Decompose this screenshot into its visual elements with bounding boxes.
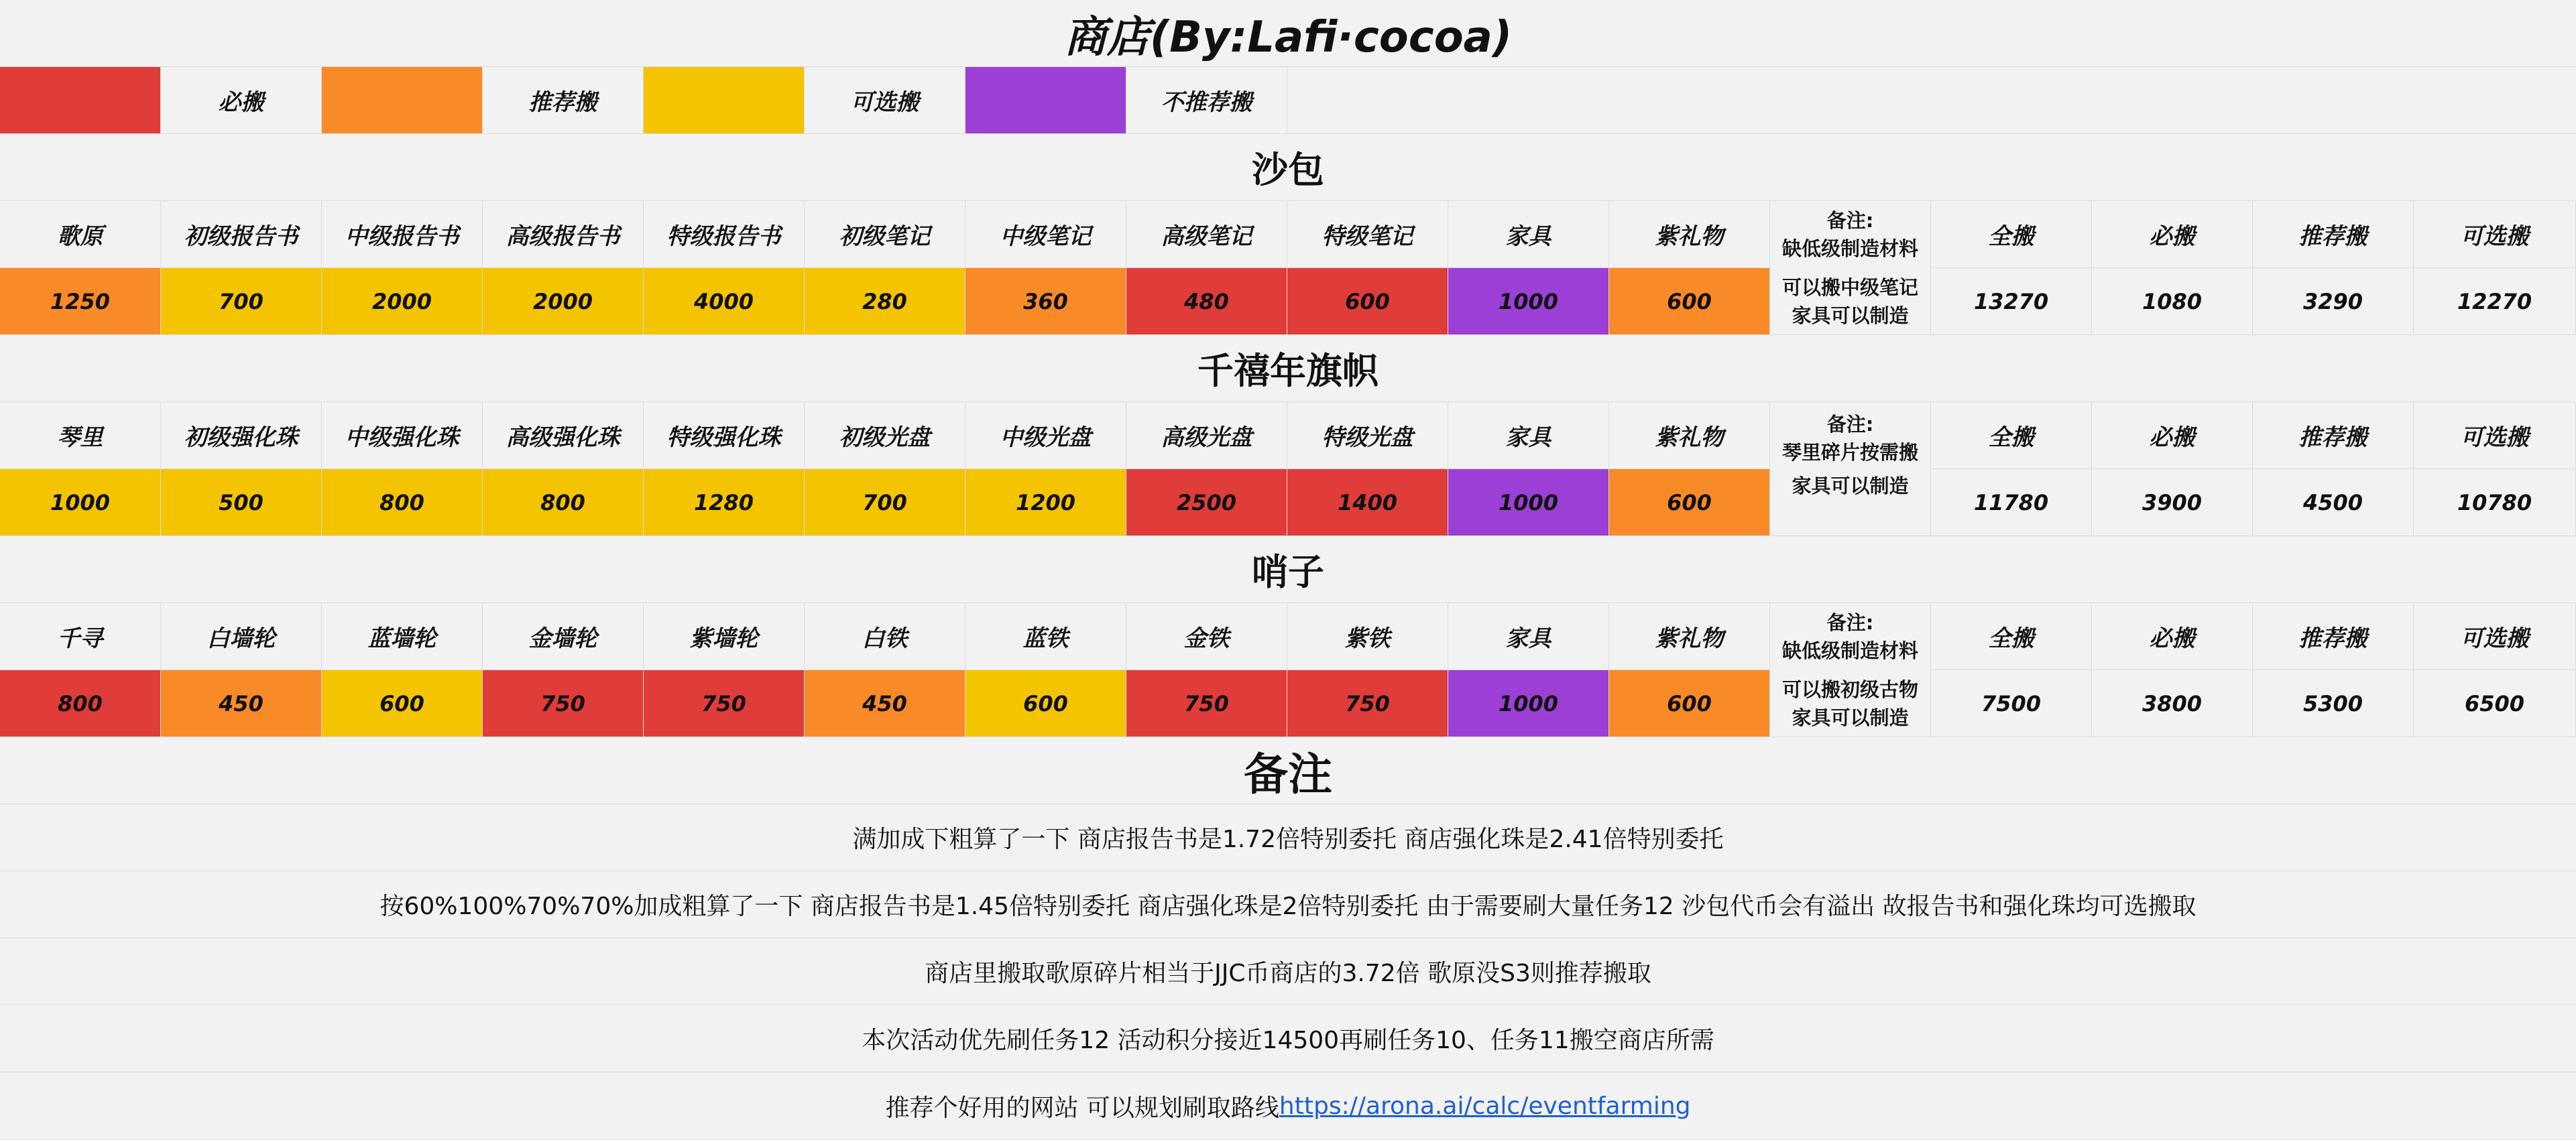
legend-swatch-recommended <box>322 67 483 134</box>
item-value: 700 <box>161 268 322 335</box>
total-value: 6500 <box>2414 670 2576 737</box>
totals-header: 全搬 <box>1931 402 2092 469</box>
item-value: 750 <box>644 670 805 737</box>
total-value: 13270 <box>1931 268 2092 335</box>
item-value: 280 <box>805 268 965 335</box>
item-value: 600 <box>1609 469 1770 536</box>
item-value: 800 <box>322 469 483 536</box>
item-value: 2500 <box>1126 469 1287 536</box>
item-header: 中级报告书 <box>322 201 483 268</box>
item-header: 琴里 <box>0 402 161 469</box>
value-row-whistle <box>0 670 2576 737</box>
totals-header: 必搬 <box>2092 402 2253 469</box>
item-value: 1400 <box>1287 469 1448 536</box>
item-value: 750 <box>1287 670 1448 737</box>
item-value: 480 <box>1126 268 1287 335</box>
item-value: 4000 <box>644 268 805 335</box>
item-header: 高级强化珠 <box>483 402 644 469</box>
remark-cell <box>1770 402 1931 469</box>
note-line: 本次活动优先刷任务12 活动积分接近14500再刷任务10、任务11搬空商店所需 <box>0 1005 2576 1072</box>
item-header: 金铁 <box>1126 603 1287 670</box>
item-header: 紫礼物 <box>1609 201 1770 268</box>
item-header: 蓝铁 <box>965 603 1126 670</box>
item-value: 450 <box>805 670 965 737</box>
total-value: 11780 <box>1931 469 2092 536</box>
item-header: 初级笔记 <box>805 201 965 268</box>
header-row-sandbag <box>0 201 2576 268</box>
total-value: 3290 <box>2253 268 2414 335</box>
item-header: 中级强化珠 <box>322 402 483 469</box>
legend-label-optional: 可选搬 <box>805 67 965 134</box>
remark-line: 琴里碎片按需搬 <box>1781 441 1918 464</box>
remark-line: 可以搬初级古物 <box>1781 678 1918 701</box>
total-value: 7500 <box>1931 670 2092 737</box>
note-line: 按60%100%70%70%加成粗算了一下 商店报告书是1.45倍特别委托 商店强化珠是2倍特别委托 由于需要刷大量任务12 沙包代币会有溢出 故报告书和强化珠均可选搬取 <box>0 871 2576 938</box>
item-value: 600 <box>1609 670 1770 737</box>
remark-line: 家具可以制造 <box>1792 706 1909 729</box>
totals-header: 必搬 <box>2092 603 2253 670</box>
legend-empty <box>1287 67 2576 134</box>
total-value: 10780 <box>2414 469 2576 536</box>
remark-line: 备注: <box>1826 611 1874 634</box>
item-header: 家具 <box>1448 402 1609 469</box>
totals-header: 推荐搬 <box>2253 201 2414 268</box>
remark-line: 缺低级制造材料 <box>1781 237 1918 260</box>
section-title-whistle: 哨子 <box>0 536 2576 603</box>
item-header: 紫铁 <box>1287 603 1448 670</box>
note-line: 商店里搬取歌原碎片相当于JJC币商店的3.72倍 歌原没S3则推荐搬取 <box>0 938 2576 1005</box>
totals-header: 必搬 <box>2092 201 2253 268</box>
total-value: 3800 <box>2092 670 2253 737</box>
legend-swatch-must <box>0 67 161 134</box>
item-value: 1000 <box>1448 469 1609 536</box>
item-header: 蓝墙轮 <box>322 603 483 670</box>
totals-header: 全搬 <box>1931 201 2092 268</box>
item-value: 2000 <box>322 268 483 335</box>
totals-header: 可选搬 <box>2414 201 2576 268</box>
header-row-millennium-flag <box>0 402 2576 469</box>
remark-cell <box>1770 268 1931 335</box>
item-header: 高级报告书 <box>483 201 644 268</box>
item-header: 千寻 <box>0 603 161 670</box>
legend-swatch-not-recommended <box>965 67 1126 134</box>
item-value: 700 <box>805 469 965 536</box>
item-header: 家具 <box>1448 201 1609 268</box>
note-line: 满加成下粗算了一下 商店报告书是1.72倍特别委托 商店强化珠是2.41倍特别委托 <box>0 804 2576 871</box>
item-value: 750 <box>1126 670 1287 737</box>
notes-title: 备注 <box>0 737 2576 804</box>
item-header: 特级笔记 <box>1287 201 1448 268</box>
item-value: 600 <box>1609 268 1770 335</box>
item-value: 1000 <box>1448 670 1609 737</box>
item-header: 紫墙轮 <box>644 603 805 670</box>
remark-cell <box>1770 201 1931 268</box>
legend-swatch-optional <box>644 67 805 134</box>
item-value: 800 <box>483 469 644 536</box>
total-value: 12270 <box>2414 268 2576 335</box>
remark-cell <box>1770 670 1931 737</box>
remark-cell <box>1770 603 1931 670</box>
legend-label-must: 必搬 <box>161 67 322 134</box>
item-value: 600 <box>1287 268 1448 335</box>
item-header: 中级光盘 <box>965 402 1126 469</box>
item-value: 450 <box>161 670 322 737</box>
item-value: 800 <box>0 670 161 737</box>
total-value: 1080 <box>2092 268 2253 335</box>
remark-cell <box>1770 469 1931 536</box>
remark-line: 可以搬中级笔记 <box>1781 275 1918 299</box>
total-value: 5300 <box>2253 670 2414 737</box>
item-value: 600 <box>965 670 1126 737</box>
item-value: 1000 <box>0 469 161 536</box>
note-line-link <box>0 1072 2576 1140</box>
item-header: 特级强化珠 <box>644 402 805 469</box>
item-header: 白铁 <box>805 603 965 670</box>
total-value: 4500 <box>2253 469 2414 536</box>
legend-label-recommended: 推荐搬 <box>483 67 644 134</box>
item-header: 初级报告书 <box>161 201 322 268</box>
item-value: 600 <box>322 670 483 737</box>
item-header: 特级光盘 <box>1287 402 1448 469</box>
item-header: 高级笔记 <box>1126 201 1287 268</box>
totals-header: 推荐搬 <box>2253 402 2414 469</box>
item-header: 歌原 <box>0 201 161 268</box>
totals-header: 可选搬 <box>2414 402 2576 469</box>
totals-header: 全搬 <box>1931 603 2092 670</box>
item-header: 紫礼物 <box>1609 402 1770 469</box>
item-header: 金墙轮 <box>483 603 644 670</box>
item-value: 1200 <box>965 469 1126 536</box>
remark-line: 家具可以制造 <box>1792 304 1909 327</box>
header-row-whistle <box>0 603 2576 670</box>
remark-line: 家具可以制造 <box>1792 474 1909 497</box>
section-title-millennium-flag: 千禧年旗帜 <box>0 335 2576 402</box>
item-header: 白墙轮 <box>161 603 322 670</box>
item-header: 初级光盘 <box>805 402 965 469</box>
item-header: 紫礼物 <box>1609 603 1770 670</box>
value-row-sandbag <box>0 268 2576 335</box>
item-header: 家具 <box>1448 603 1609 670</box>
remark-line: 备注: <box>1826 209 1874 232</box>
item-value: 1280 <box>644 469 805 536</box>
eventfarming-link[interactable]: https://arona.ai/calc/eventfarming <box>1279 1092 1691 1120</box>
item-value: 750 <box>483 670 644 737</box>
item-header: 中级笔记 <box>965 201 1126 268</box>
item-value: 1000 <box>1448 268 1609 335</box>
item-header: 特级报告书 <box>644 201 805 268</box>
item-header: 高级光盘 <box>1126 402 1287 469</box>
item-value: 1250 <box>0 268 161 335</box>
remark-line: 缺低级制造材料 <box>1781 639 1918 662</box>
total-value: 3900 <box>2092 469 2253 536</box>
totals-header: 可选搬 <box>2414 603 2576 670</box>
remark-line: 备注: <box>1826 413 1874 436</box>
page-title: 商店(By:Lafi·cocoa) <box>0 0 2576 67</box>
item-header: 初级强化珠 <box>161 402 322 469</box>
item-value: 500 <box>161 469 322 536</box>
note-link-prefix: 推荐个好用的网站 可以规划刷取路线 <box>885 1094 1279 1122</box>
legend <box>0 67 2576 134</box>
legend-label-not-recommended: 不推荐搬 <box>1126 67 1287 134</box>
item-value: 360 <box>965 268 1126 335</box>
item-value: 2000 <box>483 268 644 335</box>
totals-header: 推荐搬 <box>2253 603 2414 670</box>
section-title-sandbag: 沙包 <box>0 134 2576 201</box>
value-row-millennium-flag <box>0 469 2576 536</box>
